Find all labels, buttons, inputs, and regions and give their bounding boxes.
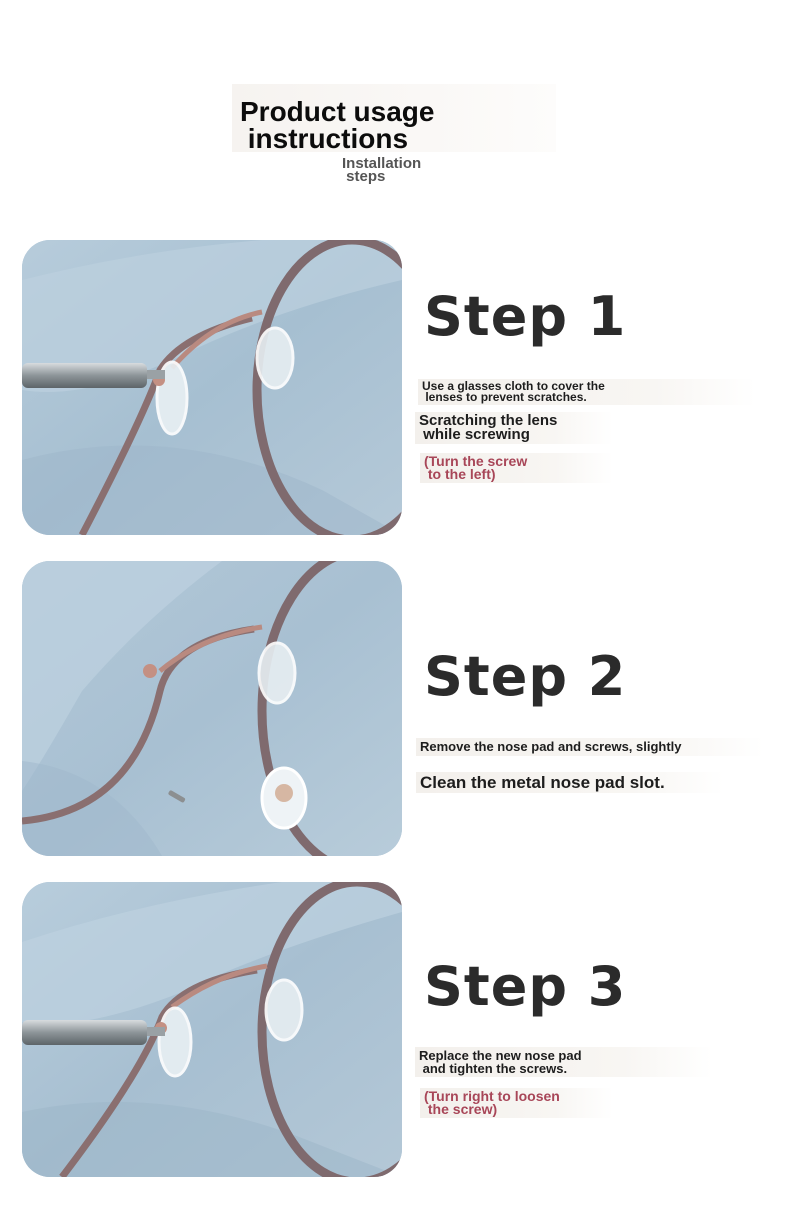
step-2-photo xyxy=(22,561,402,856)
step-2-note-remove-pad: Remove the nose pad and screws, slightly xyxy=(416,738,764,756)
step-3-note-replace-pad: Replace the new nose pad and tighten the screws. xyxy=(415,1047,713,1077)
step-2-title: Step 2 xyxy=(424,645,627,708)
step-1-note-cover-lens: Use a glasses cloth to cover the lenses to prevent scratches. xyxy=(418,379,756,405)
step-1-note-scratch-warning: Scratching the lens while screwing xyxy=(415,412,613,444)
step-3-note-turn-right: (Turn right to loosen the screw) xyxy=(420,1088,613,1118)
page-title: Product usage instructions xyxy=(240,96,435,154)
step-2-note-clean-slot: Clean the metal nose pad slot. xyxy=(416,772,724,793)
step-1-note-turn-left: (Turn the screw to the left) xyxy=(420,453,613,483)
step-1-title: Step 1 xyxy=(424,285,627,348)
step-3-title: Step 3 xyxy=(424,955,627,1018)
glasses-screwdriver-illustration xyxy=(22,240,402,535)
step-1-photo xyxy=(22,240,402,535)
page-subtitle: Installation steps xyxy=(342,155,422,185)
glasses-screwdriver-illustration xyxy=(22,882,402,1177)
glasses-nosepad-removed-illustration xyxy=(22,561,402,856)
step-3-photo xyxy=(22,882,402,1177)
